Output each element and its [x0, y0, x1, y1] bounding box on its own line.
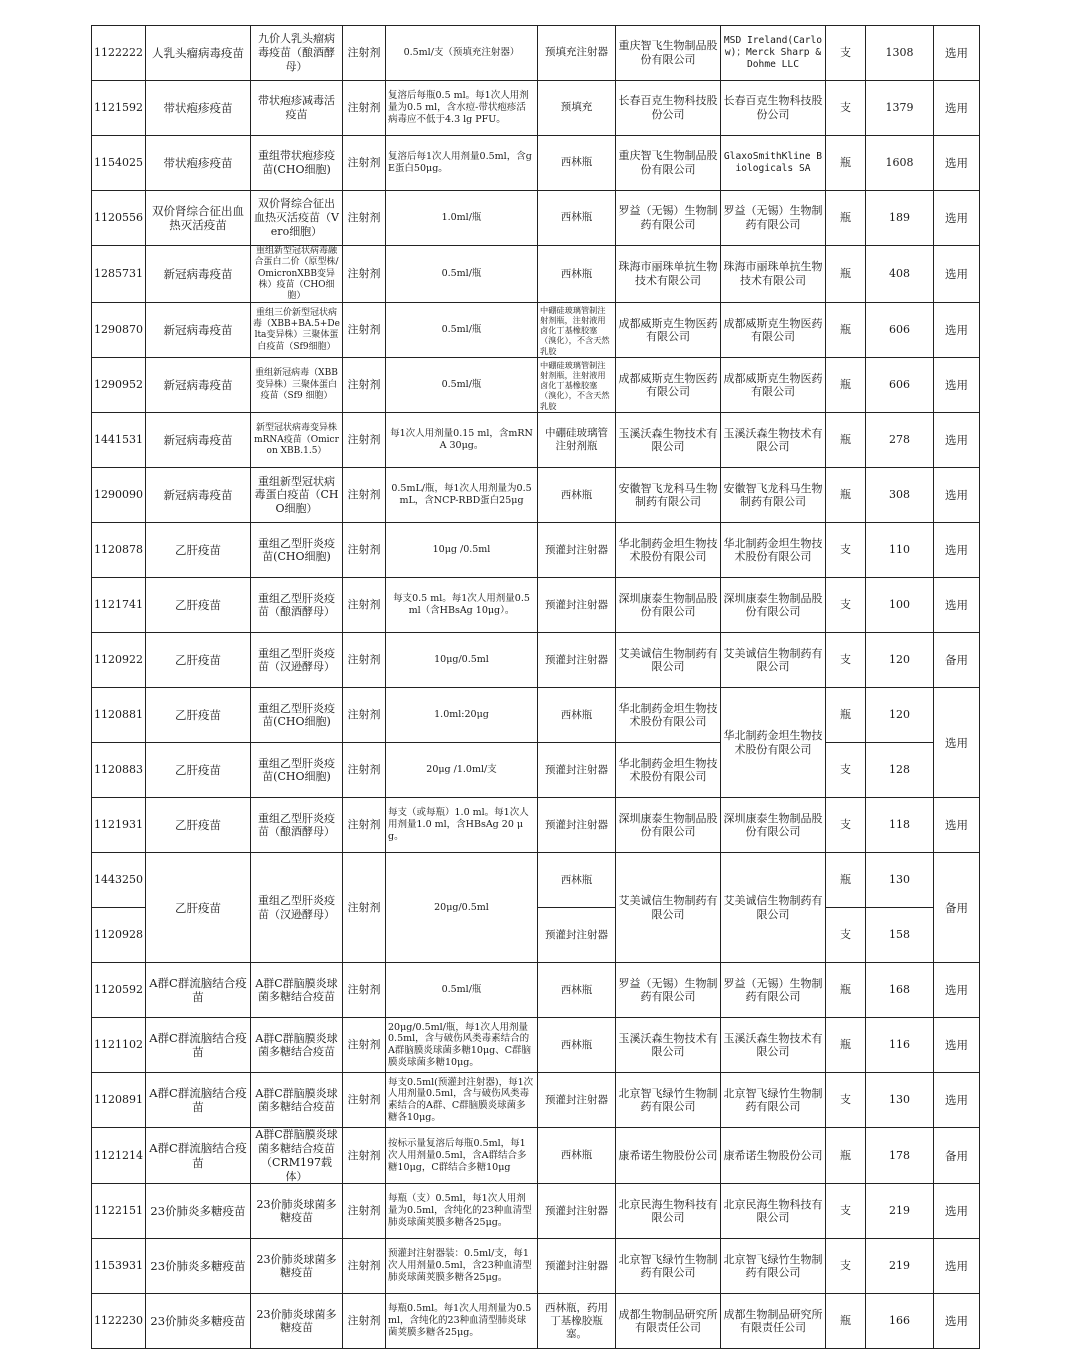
cell-price: 110: [866, 523, 934, 578]
cell-company: 罗益（无锡）生物制药有限公司: [616, 191, 721, 246]
cell-product-name: 重组新型冠状病毒融合蛋白二价（原型株/OmicronXBB变异株）疫苗（CHO细胞）: [251, 246, 343, 303]
cell-specification: 20μg/0.5ml/瓶，每1次人用剂量0.5ml，含与破伤风类毒素结合的A群脑膜炎球菌多糖10μg、C群脑膜炎球菌多糖10μg。: [386, 1018, 538, 1073]
cell-generic-name: A群C群流脑结合疫苗: [146, 963, 251, 1018]
cell-specification: 每瓶（支）0.5ml，每1次人用剂量为0.5ml，含纯化的23种血清型肺炎球菌荚膜多糖各25μg。: [386, 1184, 538, 1239]
cell-product-name: 23价肺炎球菌多糖疫苗: [251, 1239, 343, 1294]
cell-dosage-form: 注射剂: [343, 1294, 386, 1349]
cell-company: 北京智飞绿竹生物制药有限公司: [616, 1239, 721, 1294]
cell-company: 珠海市丽珠单抗生物技术有限公司: [616, 246, 721, 303]
cell-category: 选用: [934, 136, 980, 191]
cell-category: 选用: [934, 1184, 980, 1239]
cell-specification: 复溶后每1次人用剂量0.5ml，含gE蛋白50μg。: [386, 136, 538, 191]
cell-specification: 0.5ml/瓶: [386, 303, 538, 358]
cell-company: 罗益（无锡）生物制药有限公司: [616, 963, 721, 1018]
cell-company: 北京智飞绿竹生物制药有限公司: [616, 1073, 721, 1128]
cell-manufacturer: 玉溪沃森生物技术有限公司: [721, 1018, 826, 1073]
table-row: [92, 191, 980, 246]
cell-dosage-form: 注射剂: [343, 358, 386, 413]
cell-product-name: 新型冠状病毒变异株mRNA疫苗（Omicron XBB.1.5）: [251, 413, 343, 468]
cell-price: 128: [866, 743, 934, 798]
cell-code: 1120883: [92, 743, 146, 798]
cell-price: 1608: [866, 136, 934, 191]
cell-unit: 瓶: [826, 963, 866, 1018]
cell-packaging: 西林瓶，药用丁基橡胶瓶塞。: [538, 1294, 616, 1349]
cell-specification: 0.5mL/瓶，每1次人用剂量为0.5mL，含NCP-RBD蛋白25μg: [386, 468, 538, 523]
cell-specification: 预灌封注射器装：0.5ml/支，每1次人用剂量0.5ml，含23种血清型肺炎球菌荚膜多糖各25μg。: [386, 1239, 538, 1294]
table-row: [92, 1073, 980, 1128]
cell-packaging: 中硼硅玻璃管注射剂瓶: [538, 413, 616, 468]
table-row: [92, 853, 980, 908]
cell-price: 606: [866, 358, 934, 413]
cell-code: 1121592: [92, 81, 146, 136]
table-row: [92, 26, 980, 81]
cell-packaging: 西林瓶: [538, 853, 616, 908]
cell-unit: 支: [826, 578, 866, 633]
cell-specification: 0.5ml/瓶: [386, 963, 538, 1018]
cell-generic-name: 带状疱疹疫苗: [146, 136, 251, 191]
cell-company: 深圳康泰生物制品股份有限公司: [616, 798, 721, 853]
table-row: [92, 358, 980, 413]
cell-packaging: 西林瓶: [538, 246, 616, 303]
cell-code: 1290870: [92, 303, 146, 358]
cell-price: 606: [866, 303, 934, 358]
cell-company: 康希诺生物股份公司: [616, 1128, 721, 1184]
cell-generic-name: A群C群流脑结合疫苗: [146, 1073, 251, 1128]
cell-manufacturer: 玉溪沃森生物技术有限公司: [721, 413, 826, 468]
cell-category: 选用: [934, 246, 980, 303]
cell-generic-name: 23价肺炎多糖疫苗: [146, 1294, 251, 1349]
cell-generic-name: 人乳头瘤病毒疫苗: [146, 26, 251, 81]
cell-price: 408: [866, 246, 934, 303]
cell-specification: 0.5ml/支（预填充注射器）: [386, 26, 538, 81]
cell-company: 北京民海生物科技有限公司: [616, 1184, 721, 1239]
cell-category: 选用: [934, 191, 980, 246]
cell-manufacturer: 罗益（无锡）生物制药有限公司: [721, 191, 826, 246]
cell-generic-name: 乙肝疫苗: [146, 798, 251, 853]
cell-packaging: 西林瓶: [538, 1018, 616, 1073]
cell-dosage-form: 注射剂: [343, 853, 386, 963]
vaccine-price-table: [91, 25, 979, 1349]
cell-dosage-form: 注射剂: [343, 798, 386, 853]
cell-company: 艾美诚信生物制药有限公司: [616, 633, 721, 688]
cell-unit: 瓶: [826, 853, 866, 908]
table-row: [92, 743, 980, 798]
cell-specification: 10μg/0.5ml: [386, 633, 538, 688]
cell-packaging: 西林瓶: [538, 688, 616, 743]
cell-manufacturer: 华北制药金坦生物技术股份有限公司: [721, 688, 826, 798]
cell-packaging: 预灌封注射器: [538, 633, 616, 688]
cell-price: 219: [866, 1184, 934, 1239]
cell-dosage-form: 注射剂: [343, 1128, 386, 1184]
cell-product-name: 九价人乳头瘤病毒疫苗（酿酒酵母）: [251, 26, 343, 81]
cell-code: 1121741: [92, 578, 146, 633]
cell-unit: 瓶: [826, 303, 866, 358]
cell-code: 1122230: [92, 1294, 146, 1349]
cell-packaging: 西林瓶: [538, 468, 616, 523]
cell-code: 1120592: [92, 963, 146, 1018]
cell-dosage-form: 注射剂: [343, 963, 386, 1018]
cell-manufacturer: 华北制药金坦生物技术股份有限公司: [721, 523, 826, 578]
cell-manufacturer: 深圳康泰生物制品股份有限公司: [721, 798, 826, 853]
cell-company: 玉溪沃森生物技术有限公司: [616, 1018, 721, 1073]
cell-dosage-form: 注射剂: [343, 413, 386, 468]
data-table: [91, 25, 980, 1349]
cell-code: 1285731: [92, 246, 146, 303]
cell-unit: 瓶: [826, 358, 866, 413]
cell-code: 1443250: [92, 853, 146, 908]
cell-price: 130: [866, 853, 934, 908]
cell-category: 选用: [934, 81, 980, 136]
cell-product-name: 重组乙型肝炎疫苗（酿酒酵母）: [251, 578, 343, 633]
cell-specification: 20μg /1.0ml/支: [386, 743, 538, 798]
cell-company: 成都威斯克生物医药有限公司: [616, 358, 721, 413]
cell-manufacturer: 艾美诚信生物制药有限公司: [721, 633, 826, 688]
cell-category: 选用: [934, 1018, 980, 1073]
cell-price: 178: [866, 1128, 934, 1184]
cell-manufacturer: 深圳康泰生物制品股份有限公司: [721, 578, 826, 633]
cell-code: 1153931: [92, 1239, 146, 1294]
cell-unit: 瓶: [826, 1018, 866, 1073]
cell-price: 1379: [866, 81, 934, 136]
cell-packaging: 预灌封注射器: [538, 1073, 616, 1128]
cell-specification: 10μg /0.5ml: [386, 523, 538, 578]
cell-unit: 瓶: [826, 413, 866, 468]
cell-product-name: 重组三价新型冠状病毒（XBB+BA.5+Delta变异株）三聚体蛋白疫苗（Sf9细胞）: [251, 303, 343, 358]
cell-specification: 20μg/0.5ml: [386, 853, 538, 963]
cell-product-name: 23价肺炎球菌多糖疫苗: [251, 1184, 343, 1239]
cell-packaging: 西林瓶: [538, 963, 616, 1018]
cell-category: 选用: [934, 1294, 980, 1349]
cell-generic-name: 带状疱疹疫苗: [146, 81, 251, 136]
cell-price: 219: [866, 1239, 934, 1294]
cell-specification: 每支0.5ml(预灌封注射器)，每1次人用剂量0.5ml，含与破伤风类毒素结合的A群、C群脑膜炎球菌多糖各10μg。: [386, 1073, 538, 1128]
cell-packaging: 预灌封注射器: [538, 578, 616, 633]
cell-unit: 瓶: [826, 191, 866, 246]
cell-packaging: 预灌封注射器: [538, 523, 616, 578]
table-row: [92, 523, 980, 578]
cell-company: 成都威斯克生物医药有限公司: [616, 303, 721, 358]
table-row: [92, 303, 980, 358]
cell-code: 1120928: [92, 908, 146, 963]
cell-manufacturer: 成都威斯克生物医药有限公司: [721, 358, 826, 413]
cell-specification: 每支0.5 ml。每1次人用剂量0.5 ml（含HBsAg 10μg）。: [386, 578, 538, 633]
cell-price: 1308: [866, 26, 934, 81]
cell-product-name: 23价肺炎球菌多糖疫苗: [251, 1294, 343, 1349]
cell-company: 玉溪沃森生物技术有限公司: [616, 413, 721, 468]
cell-product-name: 重组新型冠状病毒蛋白疫苗（CHO细胞）: [251, 468, 343, 523]
cell-company: 华北制药金坦生物技术股份有限公司: [616, 523, 721, 578]
table-row: [92, 798, 980, 853]
cell-dosage-form: 注射剂: [343, 26, 386, 81]
cell-specification: 每1次人用剂量0.15 ml，含mRNA 30μg。: [386, 413, 538, 468]
cell-price: 116: [866, 1018, 934, 1073]
cell-generic-name: 23价肺炎多糖疫苗: [146, 1239, 251, 1294]
cell-specification: 0.5ml/瓶: [386, 246, 538, 303]
cell-packaging: 预填充注射器: [538, 26, 616, 81]
cell-price: 278: [866, 413, 934, 468]
cell-code: 1120556: [92, 191, 146, 246]
cell-code: 1154025: [92, 136, 146, 191]
cell-manufacturer: 成都生物制品研究所有限责任公司: [721, 1294, 826, 1349]
cell-product-name: 重组乙型肝炎疫苗（汉逊酵母）: [251, 633, 343, 688]
table-row: [92, 1294, 980, 1349]
table-row: [92, 468, 980, 523]
cell-packaging: 预填充: [538, 81, 616, 136]
cell-category: 选用: [934, 688, 980, 798]
cell-unit: 瓶: [826, 1128, 866, 1184]
cell-code: 1121214: [92, 1128, 146, 1184]
cell-company: 重庆智飞生物制品股份有限公司: [616, 136, 721, 191]
cell-company: 成都生物制品研究所有限责任公司: [616, 1294, 721, 1349]
cell-category: 选用: [934, 963, 980, 1018]
cell-product-name: A群C群脑膜炎球菌多糖结合疫苗: [251, 1018, 343, 1073]
cell-code: 1122222: [92, 26, 146, 81]
cell-product-name: 带状疱疹减毒活疫苗: [251, 81, 343, 136]
cell-manufacturer: 北京智飞绿竹生物制药有限公司: [721, 1073, 826, 1128]
cell-dosage-form: 注射剂: [343, 246, 386, 303]
cell-product-name: 重组乙型肝炎疫苗(CHO细胞): [251, 743, 343, 798]
cell-price: 118: [866, 798, 934, 853]
cell-generic-name: 乙肝疫苗: [146, 743, 251, 798]
cell-dosage-form: 注射剂: [343, 191, 386, 246]
cell-unit: 支: [826, 743, 866, 798]
cell-unit: 支: [826, 1073, 866, 1128]
cell-unit: 支: [826, 1184, 866, 1239]
cell-category: 选用: [934, 523, 980, 578]
cell-unit: 支: [826, 523, 866, 578]
cell-packaging: 西林瓶: [538, 191, 616, 246]
cell-category: 选用: [934, 578, 980, 633]
cell-price: 168: [866, 963, 934, 1018]
cell-dosage-form: 注射剂: [343, 523, 386, 578]
cell-unit: 支: [826, 798, 866, 853]
cell-specification: 1.0ml:20μg: [386, 688, 538, 743]
cell-generic-name: 新冠病毒疫苗: [146, 468, 251, 523]
cell-code: 1120881: [92, 688, 146, 743]
table-row: [92, 81, 980, 136]
table-row: [92, 1018, 980, 1073]
cell-code: 1121931: [92, 798, 146, 853]
cell-unit: 支: [826, 26, 866, 81]
cell-generic-name: 新冠病毒疫苗: [146, 358, 251, 413]
table-row: [92, 413, 980, 468]
cell-product-name: A群C群脑膜炎球菌多糖结合疫苗: [251, 1073, 343, 1128]
cell-dosage-form: 注射剂: [343, 1073, 386, 1128]
cell-generic-name: 乙肝疫苗: [146, 578, 251, 633]
cell-dosage-form: 注射剂: [343, 688, 386, 743]
cell-packaging: 预灌封注射器: [538, 1239, 616, 1294]
cell-company: 深圳康泰生物制品股份有限公司: [616, 578, 721, 633]
cell-manufacturer: 成都威斯克生物医药有限公司: [721, 303, 826, 358]
cell-unit: 支: [826, 1239, 866, 1294]
cell-price: 100: [866, 578, 934, 633]
cell-dosage-form: 注射剂: [343, 1018, 386, 1073]
cell-product-name: A群C群脑膜炎球菌多糖结合疫苗: [251, 963, 343, 1018]
cell-product-name: A群C群脑膜炎球菌多糖结合疫苗（CRM197载体）: [251, 1128, 343, 1184]
cell-dosage-form: 注射剂: [343, 303, 386, 358]
cell-code: 1121102: [92, 1018, 146, 1073]
cell-packaging: 预灌封注射器: [538, 1184, 616, 1239]
cell-unit: 瓶: [826, 136, 866, 191]
cell-price: 130: [866, 1073, 934, 1128]
cell-specification: 按标示量复溶后每瓶0.5ml，每1次人用剂量0.5ml，含A群结合多糖10μg，C群结合多糖10μg: [386, 1128, 538, 1184]
cell-price: 120: [866, 688, 934, 743]
cell-product-name: 重组乙型肝炎疫苗(CHO细胞): [251, 688, 343, 743]
cell-price: 158: [866, 908, 934, 963]
cell-category: 选用: [934, 358, 980, 413]
cell-generic-name: 新冠病毒疫苗: [146, 303, 251, 358]
cell-unit: 支: [826, 633, 866, 688]
cell-manufacturer: 安徽智飞龙科马生物制药有限公司: [721, 468, 826, 523]
cell-category: 选用: [934, 26, 980, 81]
cell-product-name: 重组乙型肝炎疫苗（汉逊酵母）: [251, 853, 343, 963]
cell-product-name: 重组带状疱疹疫苗(CHO细胞): [251, 136, 343, 191]
cell-manufacturer: MSD Ireland(Carlow)；Merck Sharp & Dohme LLC: [721, 26, 826, 81]
cell-manufacturer: 珠海市丽珠单抗生物技术有限公司: [721, 246, 826, 303]
cell-unit: 瓶: [826, 688, 866, 743]
cell-generic-name: 乙肝疫苗: [146, 633, 251, 688]
cell-generic-name: A群C群流脑结合疫苗: [146, 1018, 251, 1073]
table-row: [92, 578, 980, 633]
cell-product-name: 重组新冠病毒（XBB变异株）三聚体蛋白疫苗（Sf9 细胞）: [251, 358, 343, 413]
cell-dosage-form: 注射剂: [343, 743, 386, 798]
cell-specification: 0.5ml/瓶: [386, 358, 538, 413]
cell-code: 1290952: [92, 358, 146, 413]
cell-product-name: 重组乙型肝炎疫苗（酿酒酵母）: [251, 798, 343, 853]
cell-product-name: 双价肾综合征出血热灭活疫苗（Vero细胞）: [251, 191, 343, 246]
cell-generic-name: 新冠病毒疫苗: [146, 413, 251, 468]
cell-manufacturer: 北京智飞绿竹生物制药有限公司: [721, 1239, 826, 1294]
cell-category: 选用: [934, 468, 980, 523]
cell-dosage-form: 注射剂: [343, 633, 386, 688]
cell-dosage-form: 注射剂: [343, 468, 386, 523]
cell-packaging: 预灌封注射器: [538, 908, 616, 963]
cell-dosage-form: 注射剂: [343, 136, 386, 191]
cell-company: 长春百克生物科技股份公司: [616, 81, 721, 136]
cell-manufacturer: GlaxoSmithKline Biologicals SA: [721, 136, 826, 191]
cell-specification: 复溶后每瓶0.5 ml。每1次人用剂量为0.5 ml，含水痘-带状疱疹活病毒应不低于4.3 lg PFU。: [386, 81, 538, 136]
cell-price: 120: [866, 633, 934, 688]
table-row: [92, 136, 980, 191]
cell-generic-name: 23价肺炎多糖疫苗: [146, 1184, 251, 1239]
cell-packaging: 预灌封注射器: [538, 743, 616, 798]
cell-dosage-form: 注射剂: [343, 578, 386, 633]
cell-category: 选用: [934, 1239, 980, 1294]
cell-manufacturer: 罗益（无锡）生物制药有限公司: [721, 963, 826, 1018]
cell-category: 备用: [934, 633, 980, 688]
cell-generic-name: 双价肾综合征出血热灭活疫苗: [146, 191, 251, 246]
table-row: [92, 1239, 980, 1294]
cell-category: 备用: [934, 853, 980, 963]
cell-company: 安徽智飞龙科马生物制药有限公司: [616, 468, 721, 523]
cell-dosage-form: 注射剂: [343, 1239, 386, 1294]
table-row: [92, 633, 980, 688]
table-row: [92, 1128, 980, 1184]
cell-code: 1290090: [92, 468, 146, 523]
cell-unit: 瓶: [826, 468, 866, 523]
cell-generic-name: A群C群流脑结合疫苗: [146, 1128, 251, 1184]
cell-price: 189: [866, 191, 934, 246]
cell-packaging: 预灌封注射器: [538, 798, 616, 853]
cell-price: 308: [866, 468, 934, 523]
table-row: [92, 246, 980, 303]
cell-category: 选用: [934, 798, 980, 853]
cell-code: 1120878: [92, 523, 146, 578]
cell-packaging: 西林瓶: [538, 136, 616, 191]
cell-specification: 每支（或每瓶）1.0 ml。每1次人用剂量1.0 ml，含HBsAg 20 μg。: [386, 798, 538, 853]
cell-dosage-form: 注射剂: [343, 1184, 386, 1239]
cell-manufacturer: 长春百克生物科技股份公司: [721, 81, 826, 136]
cell-unit: 瓶: [826, 1294, 866, 1349]
cell-category: 选用: [934, 1073, 980, 1128]
table-row: [92, 963, 980, 1018]
cell-company: 艾美诚信生物制药有限公司: [616, 853, 721, 963]
cell-specification: 1.0ml/瓶: [386, 191, 538, 246]
cell-dosage-form: 注射剂: [343, 81, 386, 136]
cell-category: 选用: [934, 303, 980, 358]
table-row: [92, 688, 980, 743]
cell-packaging: 西林瓶: [538, 1128, 616, 1184]
cell-category: 选用: [934, 413, 980, 468]
cell-generic-name: 乙肝疫苗: [146, 688, 251, 743]
cell-unit: 支: [826, 908, 866, 963]
cell-generic-name: 乙肝疫苗: [146, 853, 251, 963]
cell-code: 1120891: [92, 1073, 146, 1128]
cell-generic-name: 乙肝疫苗: [146, 523, 251, 578]
cell-price: 166: [866, 1294, 934, 1349]
cell-specification: 每瓶0.5ml。每1次人用剂量为0.5ml，含纯化的23种血清型肺炎球菌荚膜多糖各25μg。: [386, 1294, 538, 1349]
cell-manufacturer: 北京民海生物科技有限公司: [721, 1184, 826, 1239]
table-row: [92, 1184, 980, 1239]
cell-code: 1120922: [92, 633, 146, 688]
cell-manufacturer: 康希诺生物股份公司: [721, 1128, 826, 1184]
cell-generic-name: 新冠病毒疫苗: [146, 246, 251, 303]
cell-code: 1441531: [92, 413, 146, 468]
cell-company: 华北制药金坦生物技术股份有限公司: [616, 688, 721, 743]
cell-company: 华北制药金坦生物技术股份有限公司: [616, 743, 721, 798]
cell-product-name: 重组乙型肝炎疫苗(CHO细胞): [251, 523, 343, 578]
cell-packaging: 中硼硅玻璃管制注射剂瓶，注射液用卤化丁基橡胶塞（溴化），不含天然乳胶: [538, 358, 616, 413]
cell-unit: 支: [826, 81, 866, 136]
cell-code: 1122151: [92, 1184, 146, 1239]
cell-manufacturer: 艾美诚信生物制药有限公司: [721, 853, 826, 963]
cell-company: 重庆智飞生物制品股份有限公司: [616, 26, 721, 81]
cell-unit: 瓶: [826, 246, 866, 303]
cell-category: 备用: [934, 1128, 980, 1184]
cell-packaging: 中硼硅玻璃管制注射剂瓶，注射液用卤化丁基橡胶塞（溴化），不含天然乳胶: [538, 303, 616, 358]
